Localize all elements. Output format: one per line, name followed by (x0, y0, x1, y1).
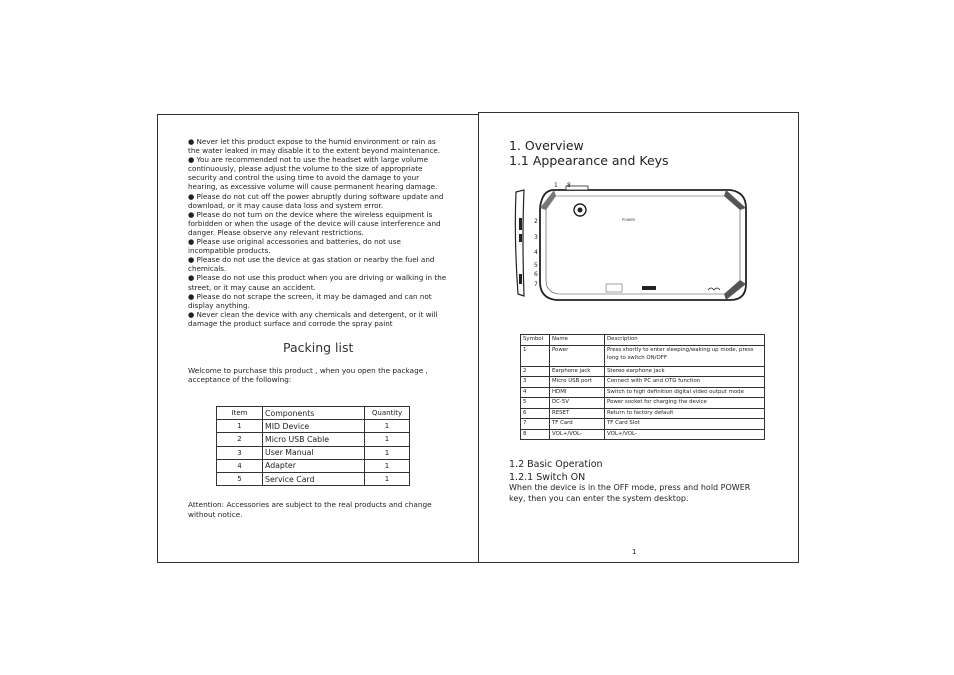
table-row (521, 366, 765, 377)
safety-notes (188, 137, 448, 328)
diagram-label: 6 (534, 271, 538, 278)
packing-list-title: Packing list (283, 340, 354, 355)
table-cell: 3 (217, 446, 263, 459)
safety-note: ● Please do not scrape the screen, it may be damaged and can not display anything. (188, 291, 432, 310)
switch-on-title: 1.2.1 Switch ON (509, 472, 586, 483)
diagram-label: 7 (534, 281, 538, 288)
side-port (519, 234, 522, 242)
table-cell: Connect with PC and OTG function (605, 377, 765, 388)
table-cell: Service Card (263, 472, 365, 485)
table-cell: 6 (521, 408, 550, 419)
camera-lens-icon (578, 208, 583, 213)
tablet-body (540, 190, 746, 300)
appearance-keys-title: 1.1 Appearance and Keys (509, 153, 669, 168)
table-cell: 1 (521, 345, 550, 366)
table-cell: Adapter (263, 459, 365, 472)
attention-note: Attention: Accessories are subject to the real products and change without notice. (188, 500, 432, 519)
table-cell: 2 (521, 366, 550, 377)
table-cell: 2 (217, 433, 263, 446)
safety-note: ● You are recommended not to use the headset with large volume continuously, please adjust the volume to the size of appropriate security and control the using time to avoid the damage to your hearing, as excessive volume will cause permanent hearing damage. (188, 155, 438, 192)
table-cell: 4 (217, 459, 263, 472)
table-cell: VOL+/VOL- (605, 429, 765, 440)
table-header-row (521, 335, 765, 346)
page-number: 1 (632, 548, 637, 556)
table-cell: 5 (521, 398, 550, 409)
tablet-diagram (510, 178, 750, 308)
header-description: Description (605, 335, 765, 346)
table-cell: Power (550, 345, 605, 366)
table-cell: HDMI (550, 387, 605, 398)
basic-operation-title: 1.2 Basic Operation (509, 459, 603, 470)
table-cell: DC-5V (550, 398, 605, 409)
brand-label: POWER (622, 218, 635, 222)
table-row (521, 377, 765, 388)
table-row (217, 446, 410, 459)
table-row (521, 429, 765, 440)
safety-note: ● Never clean the device with any chemicals and detergent, or it will damage the product surface and corrode the spray paint (188, 309, 438, 328)
table-row (217, 472, 410, 485)
table-cell: 4 (521, 387, 550, 398)
table-cell: RESET (550, 408, 605, 419)
table-cell: Press shortly to enter sleeping/waking up mode, press long to switch ON/OFF (605, 345, 765, 366)
table-row (521, 345, 765, 366)
overview-title: 1. Overview (509, 138, 584, 153)
table-cell: 1 (365, 420, 410, 433)
table-cell: Micro USB port (550, 377, 605, 388)
table-cell: Earphone jack (550, 366, 605, 377)
diagram-label: 1 (554, 182, 558, 189)
table-cell: VOL+/VOL- (550, 429, 605, 440)
switch-on-text: When the device is in the OFF mode, press and hold POWER key, then you can enter the system desktop. (509, 483, 751, 503)
diagram-label: 4 (534, 249, 538, 256)
keys-table (520, 334, 765, 440)
table-cell: Power socket for charging the device (605, 398, 765, 409)
table-cell: 3 (521, 377, 550, 388)
table-row (217, 420, 410, 433)
side-port (519, 274, 522, 284)
table-cell: Micro USB Cable (263, 433, 365, 446)
header-symbol: Symbol (521, 335, 550, 346)
table-cell: TF Card Slot (605, 419, 765, 430)
table-row (521, 398, 765, 409)
table-cell: 1 (365, 446, 410, 459)
table-row (217, 459, 410, 472)
table-row (521, 408, 765, 419)
safety-note: ● Please do not turn on the device where the wireless equipment is forbidden or when the usage of the device will cause interference and danger. Please observe any relevant restrictions. (188, 209, 441, 237)
table-cell: 1 (365, 472, 410, 485)
safety-note: ● Please do not use this product when you are driving or walking in the street, or it may cause an accident. (188, 273, 447, 292)
table-cell: 7 (521, 419, 550, 430)
safety-note: ● Never let this product expose to the humid environment or rain as the water leaked in may disable it to the extent beyond maintenance. (188, 137, 441, 156)
diagram-label: 8 (567, 182, 571, 189)
table-cell: User Manual (263, 446, 365, 459)
table-cell: 1 (365, 433, 410, 446)
table-cell: Switch to high definition digital video output mode (605, 387, 765, 398)
safety-note: ● Please do not cut off the power abruptly during software update and download, or it may cause data loss and system error. (188, 191, 444, 210)
table-cell: TF Card (550, 419, 605, 430)
table-cell: 1 (365, 459, 410, 472)
header-components: Components (263, 407, 365, 420)
diagram-label: 3 (534, 234, 538, 241)
header-item: Item (217, 407, 263, 420)
table-cell: Stereo earphone jack (605, 366, 765, 377)
table-cell: 5 (217, 472, 263, 485)
packing-table (216, 406, 410, 486)
diagram-label: 5 (534, 262, 538, 269)
header-name: Name (550, 335, 605, 346)
table-row (521, 387, 765, 398)
table-header-row (217, 407, 410, 420)
table-cell: MID Device (263, 420, 365, 433)
label-barcode (642, 286, 656, 290)
table-cell: Return to factory default (605, 408, 765, 419)
safety-note: ● Please use original accessories and batteries, do not use incompatible products. (188, 237, 401, 256)
diagram-label: 2 (534, 218, 538, 225)
side-port (519, 218, 522, 230)
safety-note: ● Please do not use the device at gas station or nearby the fuel and chemicals. (188, 255, 435, 274)
table-cell: 1 (217, 420, 263, 433)
table-row (217, 433, 410, 446)
header-quantity: Quantity (365, 407, 410, 420)
table-cell: 8 (521, 429, 550, 440)
table-row (521, 419, 765, 430)
packing-welcome: Welcome to purchase this product , when you open the package , acceptance of the following: (188, 366, 428, 384)
